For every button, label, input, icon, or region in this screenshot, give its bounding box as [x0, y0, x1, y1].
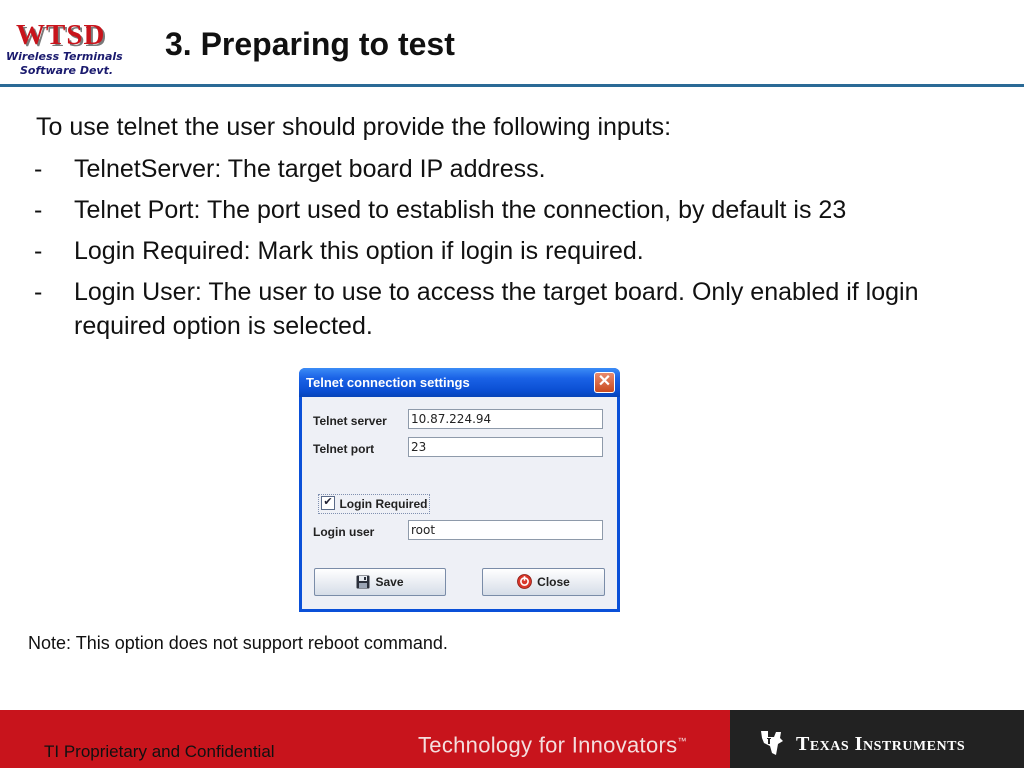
- close-button-label: Close: [537, 575, 570, 589]
- note-text: Note: This option does not support reboot command.: [28, 633, 448, 653]
- company-name: Texas Instruments: [796, 733, 966, 755]
- login-required-checkbox[interactable]: [318, 494, 430, 514]
- dialog-body: [302, 397, 617, 609]
- bullet-dash: -: [34, 237, 43, 265]
- bullet-text: Telnet Port: The port used to establish the connection, by default is 23: [74, 196, 847, 224]
- confidential-label: TI Proprietary and Confidential: [44, 742, 275, 761]
- bullet-item: [34, 152, 994, 186]
- bullet-dash: -: [34, 196, 43, 224]
- header-divider: [0, 84, 1024, 87]
- bullet-item: [34, 234, 994, 268]
- bullet-item: [34, 193, 994, 227]
- dialog-title: Telnet connection settings: [306, 375, 470, 390]
- trademark-mark: ™: [677, 736, 687, 746]
- telnet-port-input[interactable]: 23: [408, 437, 603, 457]
- telnet-server-label: Telnet server: [313, 414, 387, 428]
- footer: [0, 710, 1024, 768]
- bullet-text: Login Required: Mark this option if login is required.: [74, 237, 644, 265]
- bullet-list: [34, 152, 994, 350]
- logo-main-text: WTSD: [16, 19, 106, 51]
- tagline: [418, 728, 687, 758]
- slide-title: 3. Preparing to test: [165, 26, 455, 62]
- close-button[interactable]: [482, 568, 605, 596]
- intro-text: To use telnet the user should provide the following inputs:: [36, 113, 672, 141]
- bullet-item: [34, 275, 994, 343]
- login-user-label: Login user: [313, 525, 375, 539]
- save-button[interactable]: [314, 568, 446, 596]
- bullet-text: TelnetServer: The target board IP address.: [74, 155, 546, 183]
- logo-line2: Software Devt.: [20, 64, 114, 77]
- texas-instruments-logo-icon: [758, 728, 784, 758]
- close-circle-icon: [517, 574, 532, 589]
- close-icon[interactable]: ✕: [594, 372, 615, 393]
- telnet-port-label: Telnet port: [313, 442, 375, 456]
- wtsd-logo: [6, 16, 128, 80]
- tagline-text: Technology for Innovators: [418, 732, 678, 758]
- bullet-text: Login User: The user to use to access the target board. Only enabled if login required option is selected.: [74, 278, 919, 340]
- login-user-input[interactable]: root: [408, 520, 603, 540]
- telnet-settings-dialog: [299, 368, 620, 612]
- bullet-dash: -: [34, 278, 43, 306]
- floppy-disk-icon: [356, 575, 370, 589]
- bullet-dash: -: [34, 155, 43, 183]
- login-required-label: Login Required: [339, 496, 428, 511]
- save-button-label: Save: [375, 575, 404, 589]
- telnet-server-input[interactable]: 10.87.224.94: [408, 409, 603, 429]
- dialog-titlebar[interactable]: [299, 368, 620, 397]
- checkmark-icon: ✔: [321, 496, 335, 510]
- logo-line1: Wireless Terminals: [6, 50, 123, 63]
